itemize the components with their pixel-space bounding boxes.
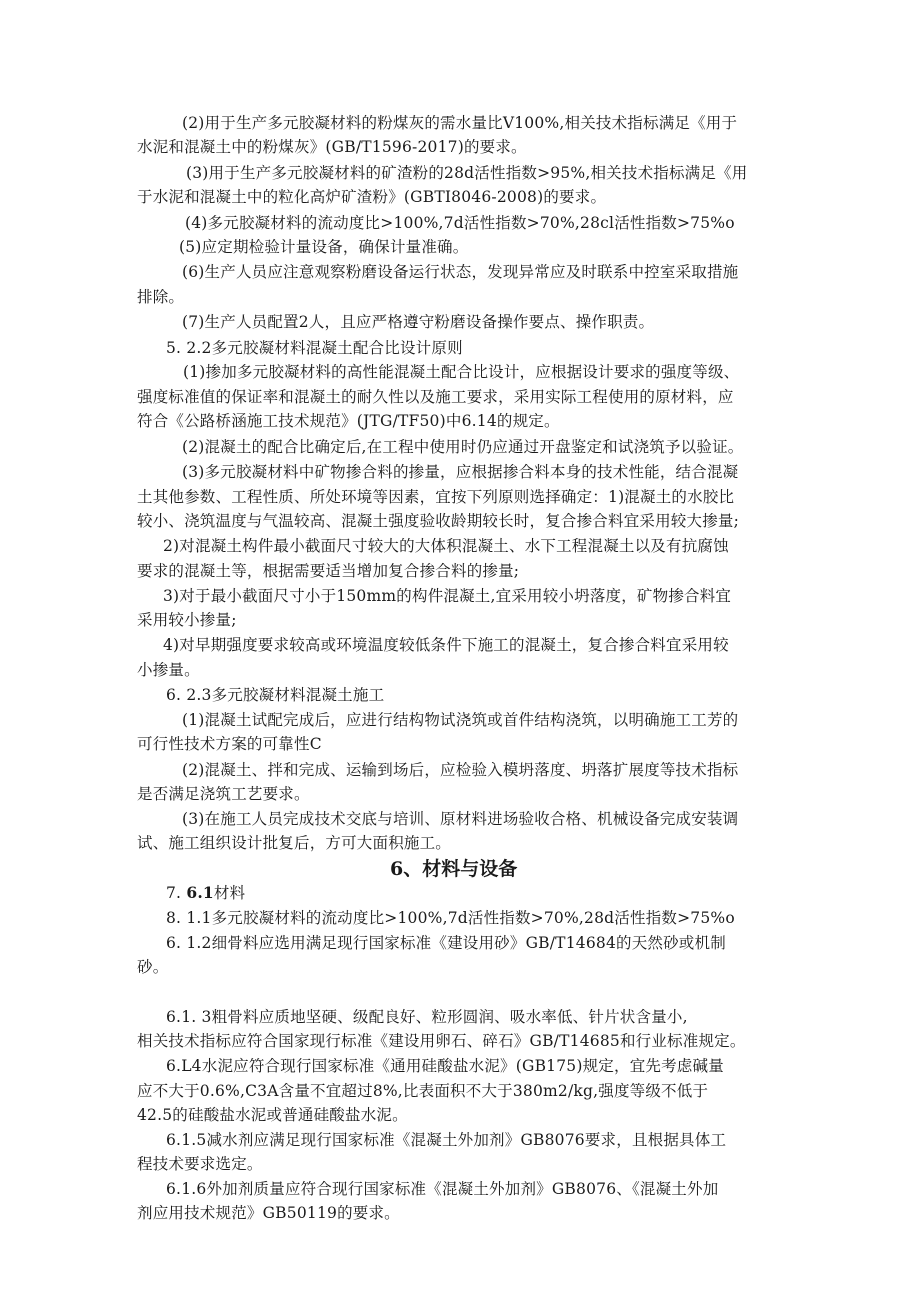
text-line: 符合《公路桥涵施工技术规范》(JTG/TF50)中6.14的规定。 <box>137 412 560 430</box>
subsection-bold-number: 6.1 <box>186 883 214 902</box>
text-line: 剂应用技术规范》GB50119的要求。 <box>137 1204 400 1222</box>
text-line: 4)对早期强度要求较高或环境温度较低条件下施工的混凝土，复合掺合料宜采用较 <box>163 636 729 654</box>
subsection-heading <box>166 880 245 906</box>
text-line: 6.1.5减水剂应满足现行国家标准《混凝土外加剂》GB8076要求，且根据具体工 <box>166 1131 727 1149</box>
text-line: 试、施工组织设计批复后，方可大面积施工。 <box>137 834 452 852</box>
text-line: (3)多元胶凝材料中矿物掺合料的掺量，应根据掺合料本身的技术性能，结合混凝 <box>182 463 739 481</box>
text-line: 可行性技术方案的可靠性C <box>137 735 322 753</box>
text-line: 6.1.6外加剂质量应符合现行国家标准《混凝土外加剂》GB8076、《混凝土外加 <box>166 1180 719 1198</box>
text-line: (3)用于生产多元胶凝材料的矿渣粉的28d活性指数>95%,相关技术指标满足《用 <box>186 164 748 182</box>
subsection-title: 材料 <box>213 884 246 902</box>
text-line: 2)对混凝土构件最小截面尺寸较大的大体积混凝土、水下工程混凝土以及有抗腐蚀 <box>163 537 729 555</box>
text-line: 8. 1.1多元胶凝材料的流动度比>100%,7d活性指数>70%,28d活性指数>75%o <box>166 909 735 927</box>
subsection-number: 7. <box>166 884 187 902</box>
text-line: 6.L4水泥应符合现行国家标准《通用硅酸盐水泥》(GB175)规定，宜先考虑碱量 <box>166 1057 724 1075</box>
text-line: 6.1. 3粗骨料应质地坚硬、级配良好、粒形圆润、吸水率低、针片状含量小, <box>166 1008 688 1026</box>
text-line: 土其他参数、工程性质、所处环境等因素，宜按下列原则选择确定：1)混凝土的水胶比 <box>137 488 735 506</box>
text-line: 较小、浇筑温度与气温较高、混凝土强度验收龄期较长时，复合掺合料宜采用较大掺量; <box>137 512 740 530</box>
text-line: 小掺量。 <box>137 661 200 679</box>
text-line: 采用较小掺量; <box>137 611 237 629</box>
text-line: 是否满足浇筑工艺要求。 <box>137 785 310 803</box>
text-line: (3)在施工人员完成技术交底与培训、原材料进场验收合格、机械设备完成安装调 <box>182 810 739 828</box>
text-line: 应不大于0.6%,C3A含量不宜超过8%,比表面积不大于380m2/kg,强度等级不低于 <box>137 1082 709 1100</box>
text-line: 3)对于最小截面尺寸小于150mm的构件混凝土,宜采用较小坍落度，矿物掺合料宜 <box>163 587 732 605</box>
text-line: 水泥和混凝土中的粉煤灰》(GB/T1596-2017)的要求。 <box>137 138 527 156</box>
text-line: 排除。 <box>137 288 185 306</box>
text-line: (1)掺加多元胶凝材料的高性能混凝土配合比设计，应根据设计要求的强度等级、 <box>183 363 740 381</box>
text-line: (7)生产人员配置2人，且应严格遵守粉磨设备操作要点、操作职责。 <box>182 313 655 331</box>
subsection-heading: 5. 2.2多元胶凝材料混凝土配合比设计原则 <box>166 339 463 357</box>
text-line: 6. 1.2细骨料应选用满足现行国家标准《建设用砂》GB/T14684的天然砂或机制 <box>166 934 726 952</box>
text-line: 于水泥和混凝土中的粒化高炉矿渣粉》(GBTI8046-2008)的要求。 <box>137 188 607 206</box>
text-line: 程技术要求选定。 <box>137 1155 263 1173</box>
text-line: 强度标准值的保证率和混凝土的耐久性以及施工要求，采用实际工程使用的原材料，应 <box>137 388 734 406</box>
text-line: (2)混凝土、拌和完成、运输到场后，应检验入模坍落度、坍落扩展度等技术指标 <box>182 761 739 779</box>
text-line: (1)混凝土试配完成后，应进行结构物试浇筑或首件结构浇筑，以明确施工工芳的 <box>182 711 739 729</box>
text-line: 砂。 <box>137 958 169 976</box>
text-line: (5)应定期检验计量设备，确保计量准确。 <box>179 238 469 256</box>
text-line: (2)用于生产多元胶凝材料的粉煤灰的需水量比V100%,相关技术指标满足《用于 <box>182 114 738 132</box>
subsection-heading: 6. 2.3多元胶凝材料混凝土施工 <box>166 686 385 704</box>
text-line: 相关技术指标应符合国家现行标准《建设用卵石、碎石》GB/T14685和行业标准规定。 <box>137 1032 746 1050</box>
text-line: (2)混凝土的配合比确定后,在工程中使用时仍应通过开盘鉴定和试浇筑予以验证。 <box>182 438 744 456</box>
text-line: 要求的混凝土等，根据需要适当增加复合掺合料的掺量; <box>137 562 520 580</box>
text-line: (4)多元胶凝材料的流动度比>100%,7d活性指数>70%,28cl活性指数>75%o <box>185 214 735 232</box>
text-line: 42.5的硅酸盐水泥或普通硅酸盐水泥。 <box>137 1106 408 1124</box>
text-line: (6)生产人员应注意观察粉磨设备运行状态，发现异常应及时联系中控室采取措施 <box>182 263 739 281</box>
section-heading: 6、材料与设备 <box>390 858 518 880</box>
